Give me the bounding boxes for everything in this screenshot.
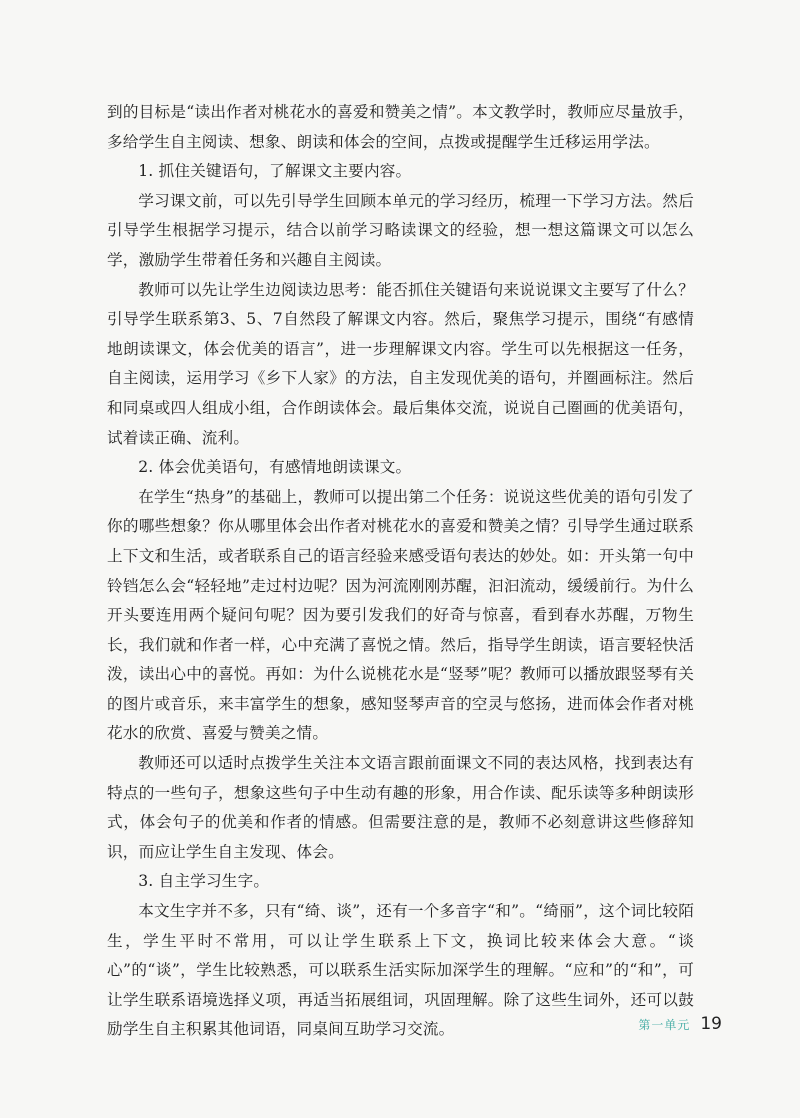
- page-footer: [638, 1014, 722, 1034]
- body-text: [107, 98, 694, 1045]
- paragraph: 教师还可以适时点拨学生关注本文语言跟前面课文不同的表达风格，找到表达有特点的一些句子，想象这些句子中生动有趣的形象，用合作读、配乐读等多种朗读形式，体会句子的优美和作者的情感。但需要注意的是，教师不必刻意讲这些修辞知识，而应让学生自主发现、体会。: [107, 754, 694, 861]
- section-heading: 2. 体会优美语句，有感情地朗读课文。: [138, 458, 412, 477]
- unit-label: 第一单元: [638, 1018, 691, 1032]
- paragraph: 学习课文前，可以先引导学生回顾本单元的学习经历，梳理一下学习方法。然后引导学生根据学习提示，结合以前学习略读课文的经验，想一想这篇课文可以怎么学，激励学生带着任务和兴趣自主阅读。: [107, 191, 694, 269]
- paragraph: 到的目标是“读出作者对桃花水的喜爱和赞美之情”。本文教学时，教师应尽量放手，多给学生自主阅读、想象、朗读和体会的空间，点拨或提醒学生迁移运用学法。: [107, 103, 694, 151]
- paragraph: 在学生“热身”的基础上，教师可以提出第二个任务：说说这些优美的语句引发了你的哪些想象？你从哪里体会出作者对桃花水的喜爱和赞美之情？引导学生通过联系上下文和生活，或者联系自己的语言经验来感受语句表达的妙处。如：开头第一句中铃铛怎么会“轻轻地”走过村边呢？因为河流刚刚苏醒，汩汩流动，缓缓前行。为什么开头要连用两个疑问句呢？因为要引发我们的好奇与惊喜，看到春水苏醒，万物生长，我们就和作者一样，心中充满了喜悦之情。然后，指导学生朗读，语言要轻快活泼，读出心中的喜悦。再如：为什么说桃花水是“竖琴”呢？教师可以播放跟竖琴有关的图片或音乐，来丰富学生的想象，感知竖琴声音的空灵与悠扬，进而体会作者对桃花水的欣赏、喜爱与赞美之情。: [107, 487, 694, 743]
- page-number: 19: [700, 1014, 722, 1034]
- paragraph: 教师可以先让学生边阅读边思考：能否抓住关键语句来说说课文主要写了什么？引导学生联系第3、5、7自然段了解课文内容。然后，聚焦学习提示，围绕“有感情地朗读课文，体会优美的语言”，进一步理解课文内容。学生可以先根据这一任务，自主阅读，运用学习《乡下人家》的方法，自主发现优美的语句，并圈画标注。然后和同桌或四人组成小组，合作朗读体会。最后集体交流，说说自己圈画的优美语句，试着读正确、流利。: [107, 280, 694, 447]
- section-heading: 3. 自主学习生字。: [138, 872, 270, 891]
- section-heading: 1. 抓住关键语句，了解课文主要内容。: [138, 162, 412, 181]
- paragraph: 本文生字并不多，只有“绮、谈”，还有一个多音字“和”。“绮丽”，这个词比较陌生，学生平时不常用，可以让学生联系上下文，换词比较来体会大意。“谈心”的“谈”，学生比较熟悉，可以联系生活实际加深学生的理解。“应和”的“和”，可让学生联系语境选择义项，再适当拓展组词，巩固理解。除了这些生词外，还可以鼓励学生自主积累其他词语，同桌间互助学习交流。: [107, 902, 694, 1039]
